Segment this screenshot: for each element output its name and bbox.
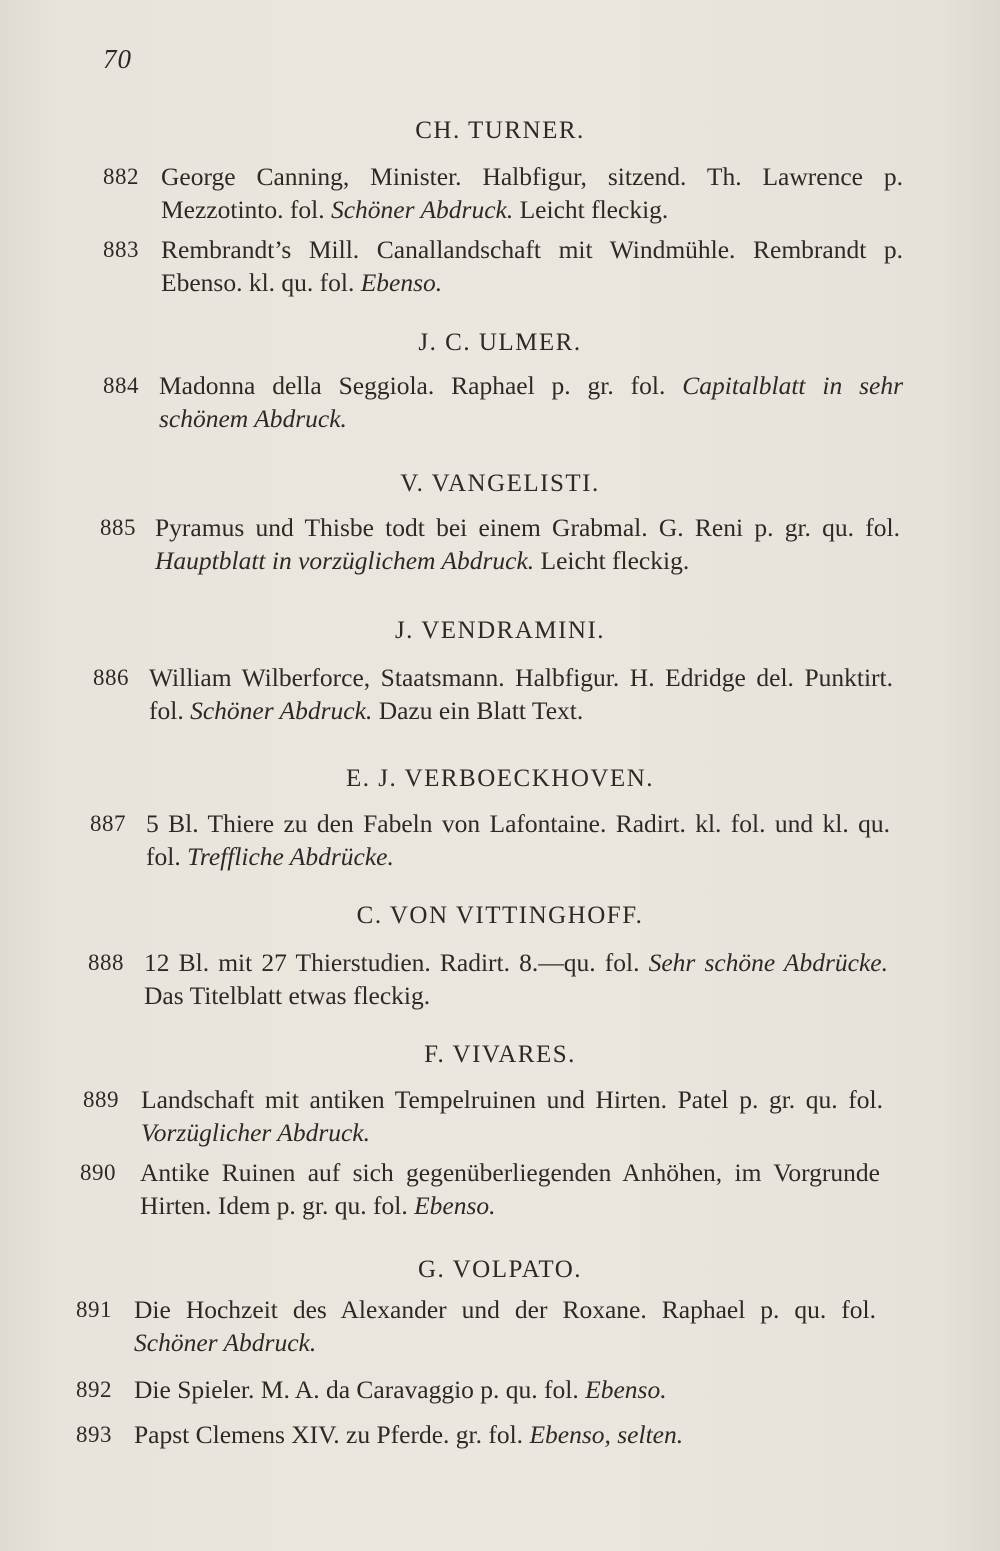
entry-text — [149, 661, 893, 727]
entry-note: Schöner Abdruck. — [134, 1328, 317, 1357]
artist-heading: G. VOLPATO. — [418, 1256, 582, 1283]
catalogue-entry — [76, 1418, 886, 1451]
entry-description: Antike Ruinen auf sich gegenüberliegenden Anhöhen, im Vorgrunde Hirten. Idem p. gr. qu. fol. — [140, 1158, 880, 1220]
entry-note: Capitalblatt in sehr schönem Abdruck. — [159, 371, 904, 433]
entry-text — [134, 1418, 886, 1451]
entry-number: 892 — [76, 1377, 112, 1402]
artist-heading: V. VANGELISTI. — [400, 470, 600, 497]
entry-text — [159, 369, 903, 435]
entry-description: Madonna della Seggiola. Raphael p. gr. fol. — [159, 371, 666, 400]
catalogue-entry — [100, 511, 900, 610]
entry-number: 883 — [103, 237, 139, 262]
entry-note: Treffliche Abdrücke. — [187, 842, 394, 871]
entry-text — [134, 1373, 886, 1406]
entry-note: Ebenso. — [360, 268, 443, 297]
entry-number: 885 — [100, 515, 136, 540]
entry-description: Papst Clemens XIV. zu Pferde. gr. fol. — [134, 1420, 524, 1449]
entry-number: 893 — [76, 1422, 112, 1447]
catalogue-entry — [93, 661, 893, 760]
artist-heading: C. VON VITTINGHOFF. — [356, 902, 644, 929]
catalogue-entry — [83, 1083, 883, 1149]
entry-text — [140, 1156, 880, 1222]
artist-heading: CH. TURNER. — [415, 117, 585, 144]
entry-description: Pyramus und Thisbe todt bei einem Grabmal. G. Reni p. gr. qu. fol. — [155, 513, 900, 542]
entry-description: Die Hochzeit des Alexander und der Roxane. Raphael p. qu. fol. — [134, 1295, 876, 1324]
artist-heading: F. VIVARES. — [424, 1041, 576, 1068]
entry-text — [134, 1293, 876, 1359]
entry-number: 887 — [90, 811, 126, 836]
entry-description: Die Spieler. M. A. da Caravaggio p. qu. fol. — [134, 1375, 579, 1404]
catalogue-entry — [76, 1293, 876, 1359]
artist-heading: J. C. ULMER. — [418, 329, 582, 356]
entry-text — [141, 1083, 883, 1149]
entry-remark: Leicht fleckig. — [519, 195, 669, 224]
entry-note: Ebenso. — [585, 1375, 667, 1404]
catalogue-entry — [76, 1373, 886, 1406]
entry-number: 889 — [83, 1087, 119, 1112]
artist-heading: E. J. VERBOECKHOVEN. — [345, 765, 654, 792]
entry-number: 884 — [103, 373, 139, 398]
entry-description: 12 Bl. mit 27 Thierstudien. Radirt. 8.—qu. fol. — [144, 948, 640, 977]
entry-text — [144, 946, 888, 1012]
entry-description: William Wilberforce, Staatsmann. Halbfigur. H. Edridge del. Punktirt. fol. — [149, 663, 893, 725]
entry-remark: Dazu ein Blatt Text. — [378, 696, 584, 725]
entry-note: Ebenso, selten. — [529, 1420, 684, 1449]
catalogue-entry — [103, 160, 903, 226]
entry-note: Ebenso. — [414, 1191, 496, 1220]
entry-note: Schöner Abdruck. — [190, 696, 373, 725]
artist-heading: J. VENDRAMINI. — [394, 617, 606, 644]
entry-note: Schöner Abdruck. — [330, 195, 514, 224]
entry-description: 5 Bl. Thiere zu den Fabeln von Lafontaine. Radirt. kl. fol. und kl. qu. fol. — [146, 809, 890, 871]
entry-note: Vorzüglicher Abdruck. — [141, 1118, 371, 1147]
entry-number: 882 — [103, 164, 139, 189]
entry-note: Hauptblatt in vorzüglichem Abdruck. — [155, 546, 535, 575]
entry-remark: Das Titelblatt etwas fleckig. — [144, 981, 431, 1010]
entry-number: 890 — [80, 1160, 116, 1185]
entry-description: Rembrandt’s Mill. Canallandschaft mit Windmühle. Rembrandt p. Ebenso. kl. qu. fol. — [161, 235, 903, 297]
entry-text — [161, 233, 903, 299]
catalogue-entry — [90, 807, 890, 873]
entry-text — [155, 511, 900, 577]
entry-description: George Canning, Minister. Halbfigur, sitzend. Th. Lawrence p. Mezzotinto. fol. — [161, 162, 903, 224]
entry-number: 886 — [93, 665, 129, 690]
catalogue-entry — [103, 369, 903, 435]
catalogue-entry — [103, 233, 903, 299]
page-number: 70 — [103, 44, 132, 74]
entry-description: Landschaft mit antiken Tempelruinen und Hirten. Patel p. gr. qu. fol. — [141, 1085, 883, 1114]
entry-text — [161, 160, 903, 226]
entry-remark: Leicht fleckig. — [540, 546, 690, 575]
catalogue-entry — [88, 946, 888, 1012]
entry-number: 891 — [76, 1297, 112, 1322]
entry-note: Sehr schöne Abdrücke. — [648, 948, 888, 977]
entry-text — [146, 807, 890, 873]
entry-number: 888 — [88, 950, 124, 975]
catalogue-entry — [80, 1156, 880, 1222]
